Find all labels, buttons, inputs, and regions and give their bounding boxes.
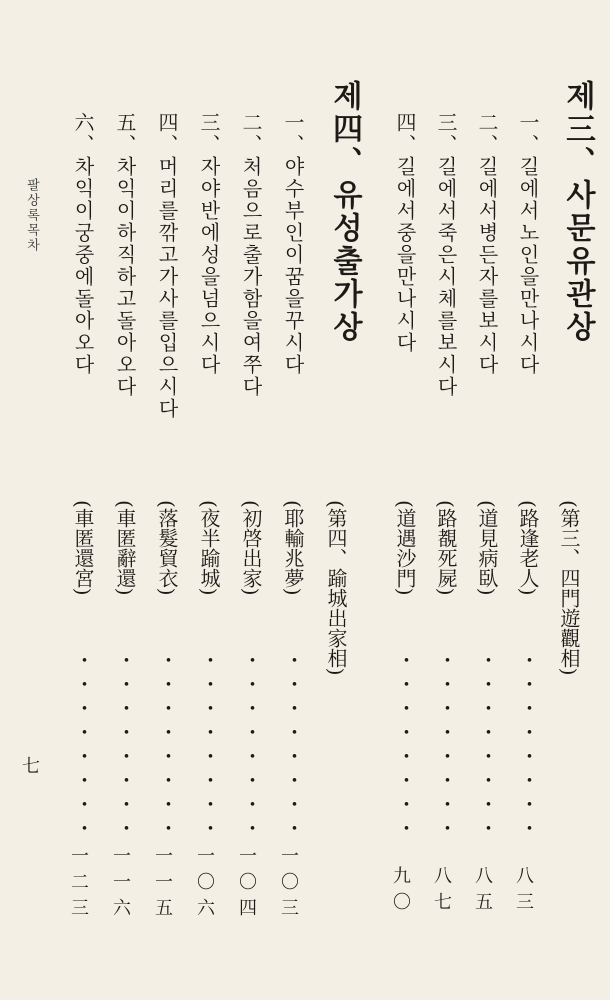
toc-entry-ref: (初啓出家) [239,500,263,596]
toc-entry-ref: (耶輸兆夢) [281,500,305,596]
page-number: 八五 [475,866,493,913]
folio-number: 七 [22,756,40,777]
toc-entry-ref: (道見病臥) [475,500,499,596]
leader-dots: ・・・・・・・・ [393,650,417,842]
toc-entry: 六、차익이궁중에돌아오다 [71,112,95,376]
leader-dots: ・・・・・・・・ [516,650,540,842]
section-title: 제三、사문유관상 [560,80,595,344]
toc-entry: 二、길에서병든자를보시다 [475,112,499,376]
page-number: 一〇六 [197,846,215,919]
toc-entry: 三、길에서죽은시체를보시다 [434,112,458,398]
page-number: 八三 [516,866,534,913]
page-number: 一〇四 [239,846,257,919]
leader-dots: ・・・・・・・・ [155,650,179,842]
leader-dots: ・・・・・・・・ [239,650,263,842]
page-number: 一一六 [113,846,131,919]
toc-entry-ref: (落髮貿衣) [155,500,179,596]
leader-dots: ・・・・・・・・ [113,650,137,842]
toc-entry: 一、야수부인이꿈을꾸시다 [281,112,305,376]
page-number: 一〇三 [281,846,299,919]
toc-entry: 四、길에서중을만나시다 [393,112,417,354]
section-title: 제四、유성출가상 [327,80,362,344]
toc-entry-ref: (車匿辭還) [113,500,137,596]
page-number: 九〇 [393,866,411,913]
section-ref: (第四、踰城出家相) [324,500,348,676]
toc-entry: 一、길에서노인을만나시다 [516,112,540,376]
toc-entry: 三、자야반에성을넘으시다 [197,112,221,376]
toc-entry-ref: (路逢老人) [516,500,540,596]
running-head: 팔상록목차 [24,178,39,253]
leader-dots: ・・・・・・・・ [434,650,458,842]
leader-dots: ・・・・・・・・ [71,650,95,842]
section-ref: (第三、四門遊觀相) [557,500,581,676]
toc-entry-ref: (道遇沙門) [393,500,417,596]
toc-entry-ref: (車匿還宮) [71,500,95,596]
leader-dots: ・・・・・・・・ [281,650,305,842]
toc-entry: 五、차익이하직하고돌아오다 [113,112,137,398]
page-number: 一二三 [71,846,89,919]
toc-entry: 二、처음으로출가함을여쭈다 [239,112,263,398]
leader-dots: ・・・・・・・・ [475,650,499,842]
page-number: 一一五 [155,846,173,919]
toc-entry: 四、머리를깎고가사를입으시다 [155,112,179,420]
page-number: 八七 [434,866,452,913]
leader-dots: ・・・・・・・・ [197,650,221,842]
toc-entry-ref: (路覩死屍) [434,500,458,596]
toc-entry-ref: (夜半踰城) [197,500,221,596]
